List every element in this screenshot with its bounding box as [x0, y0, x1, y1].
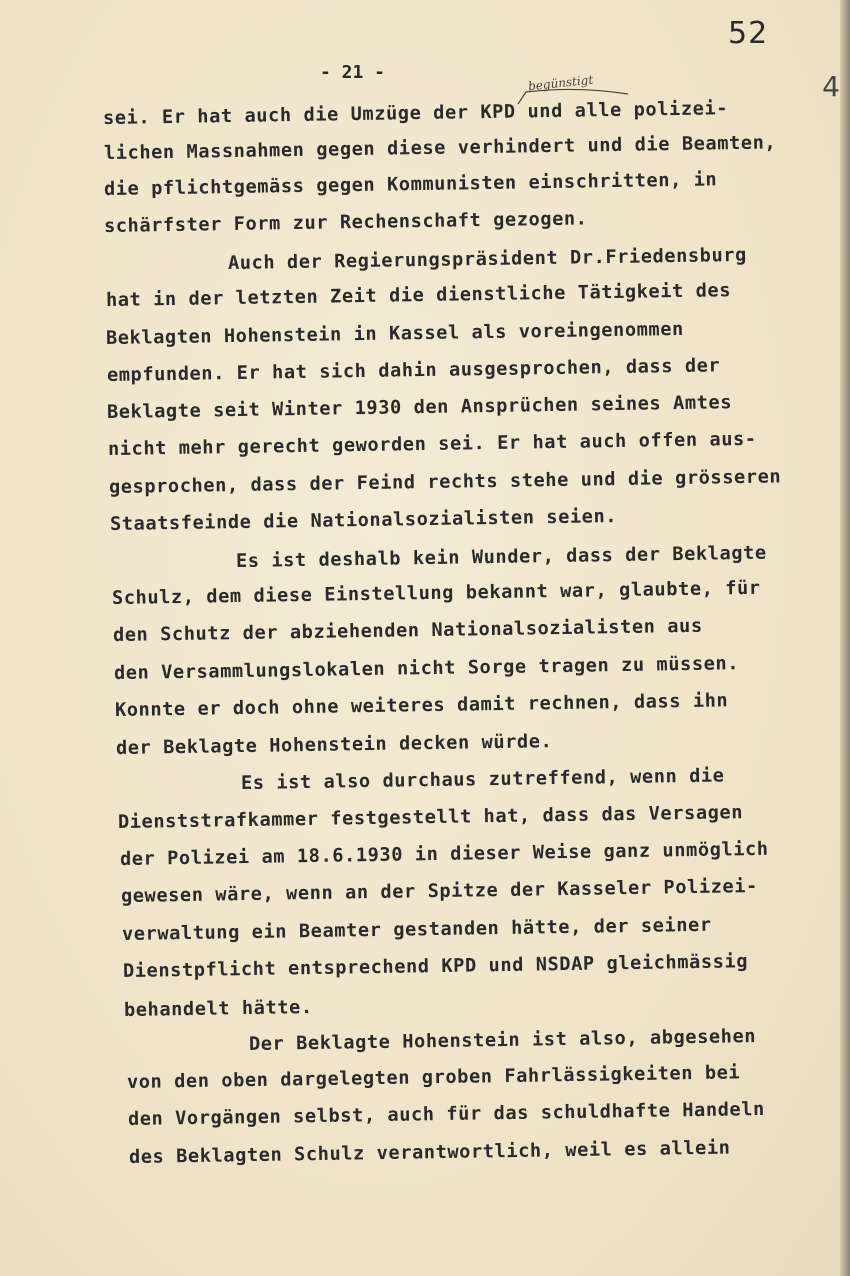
text-line: Dienststrafkammer festgestellt hat, dass das Versagen — [117, 802, 744, 833]
text-line: gewesen wäre, wenn an der Spitze der Kasseler Polizei- — [120, 875, 758, 907]
typed-page-number: - 21 - — [320, 62, 386, 83]
text-line: des Beklagten Schulz verantwortlich, weil es allein — [128, 1137, 731, 1168]
text-line: hat in der letzten Zeit die dienstliche Tätigkeit des — [105, 280, 732, 311]
handwritten-insertion: begünstigt — [527, 72, 594, 94]
text-line: Schulz, dem diese Einstellung bekannt war, glaubte, für — [111, 577, 761, 609]
text-line: nicht mehr gerecht geworden sei. Er hat auch offen aus- — [107, 428, 757, 460]
margin-mark: 4 — [822, 70, 840, 103]
text-line: Auch der Regierungspräsident Dr.Friedensburg — [227, 244, 748, 274]
text-line: Beklagten Hohenstein in Kassel als voreingenommen — [105, 318, 685, 349]
text-line: von den oben dargelegten groben Fahrlässigkeiten bei — [126, 1062, 741, 1093]
text-line: empfunden. Er hat sich dahin ausgesprochen, dass der — [106, 355, 721, 386]
text-line: Beklagte seit Winter 1930 den Ansprüchen seines Amtes — [106, 392, 733, 423]
text-line: den Versammlungslokalen nicht Sorge tragen zu müssen. — [113, 653, 740, 684]
text-line: der Beklagte Hohenstein decken würde. — [115, 731, 553, 759]
text-line: Staatsfeinde die Nationalsozialisten seien. — [109, 506, 618, 535]
text-line: Dienstpflicht entsprechend KPD und NSDAP gleichmässig — [122, 951, 749, 982]
text-line: gesprochen, dass der Feind rechts stehe und die grösseren — [108, 466, 782, 498]
text-line: Der Beklagte Hohenstein ist also, abgesehen — [248, 1026, 757, 1055]
text-line: Es ist deshalb kein Wunder, dass der Beklagte — [235, 542, 767, 572]
text-line: Konnte er doch ohne weiteres damit rechnen, dass ihn — [114, 690, 729, 721]
text-line: lichen Massnahmen gegen diese verhindert und die Beamten, — [103, 132, 777, 164]
text-line: den Vorgängen selbst, auch für das schuldhafte Handeln — [127, 1098, 765, 1130]
text-line: schärfster Form zur Rechenschaft gezogen. — [103, 208, 588, 237]
text-line: sei. Er hat auch die Umzüge der KPD und alle polizei- — [102, 98, 729, 129]
text-line: Es ist also durchaus zutreffend, wenn die — [240, 765, 725, 794]
archive-page-number: 52 — [728, 16, 769, 51]
text-line: den Schutz der abziehenden Nationalsozialisten aus — [112, 615, 703, 646]
text-line: verwaltung ein Beamter gestanden hätte, der seiner — [121, 914, 712, 945]
text-line: die pflichtgemäss gegen Kommunisten einschritten, in — [103, 169, 718, 200]
text-line: der Polizei am 18.6.1930 in dieser Weise ganz unmöglich — [119, 838, 769, 870]
page-edge-shadow — [840, 0, 850, 1276]
text-line: behandelt hätte. — [123, 997, 313, 1021]
